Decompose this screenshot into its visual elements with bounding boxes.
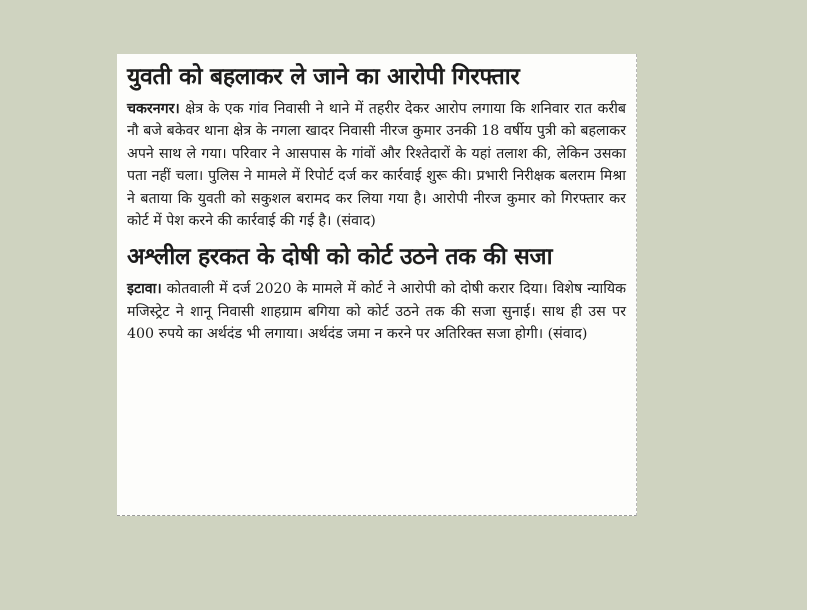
article-separator <box>127 232 626 240</box>
newspaper-clipping <box>117 54 637 516</box>
article-dateline: इटावा। <box>127 281 162 298</box>
article-body <box>127 98 626 232</box>
article-headline: अश्लील हरकत के दोषी को कोर्ट उठने तक की सजा <box>127 244 553 271</box>
article-text: क्षेत्र के एक गांव निवासी ने थाने में तहरीर देकर आरोप लगाया कि शनिवार रात करीब नौ बजे बकेवर थाना क्षेत्र के नगला खादर निवासी नीरज कुमार उनकी 18 वर्षीय पुत्री को बहलाकर अपने साथ ले गया। परिवार ने आसपास के गांवों और रिश्तेदारों के यहां तलाश की, लेकिन उसका पता नहीं चला। पुलिस ने मामले में रिपोर्ट दर्ज कर कार्रवाई शुरू की। प्रभारी निरीक्षक बलराम मिश्रा ने बताया कि युवती को सकुशल बरामद कर लिया गया है। आरोपी नीरज कुमार को गिरफ्तार कर कोर्ट में पेश करने की कार्रवाई की गई है। <box>127 101 626 230</box>
article-arrest <box>127 62 626 232</box>
article-credit: (संवाद) <box>336 213 376 230</box>
article-sentence <box>127 242 626 345</box>
article-headline: युवती को बहलाकर ले जाने का आरोपी गिरफ्तार <box>127 64 520 90</box>
article-dateline: चकरनगर। <box>127 101 180 117</box>
article-credit: (संवाद) <box>547 326 588 343</box>
article-text: कोतवाली में दर्ज 2020 के मामले में कोर्ट ने आरोपी को दोषी करार दिया। विशेष न्यायिक मजिस्ट्रेट ने शानू निवासी शाहग्राम बगिया को कोर्ट उठने तक की सजा सुनाई। साथ ही उस पर 400 रुपये का अर्थदंड भी लगाया। अर्थदंड जमा न करने पर अतिरिक्त सजा होगी। <box>127 281 626 343</box>
article-body <box>127 278 626 345</box>
